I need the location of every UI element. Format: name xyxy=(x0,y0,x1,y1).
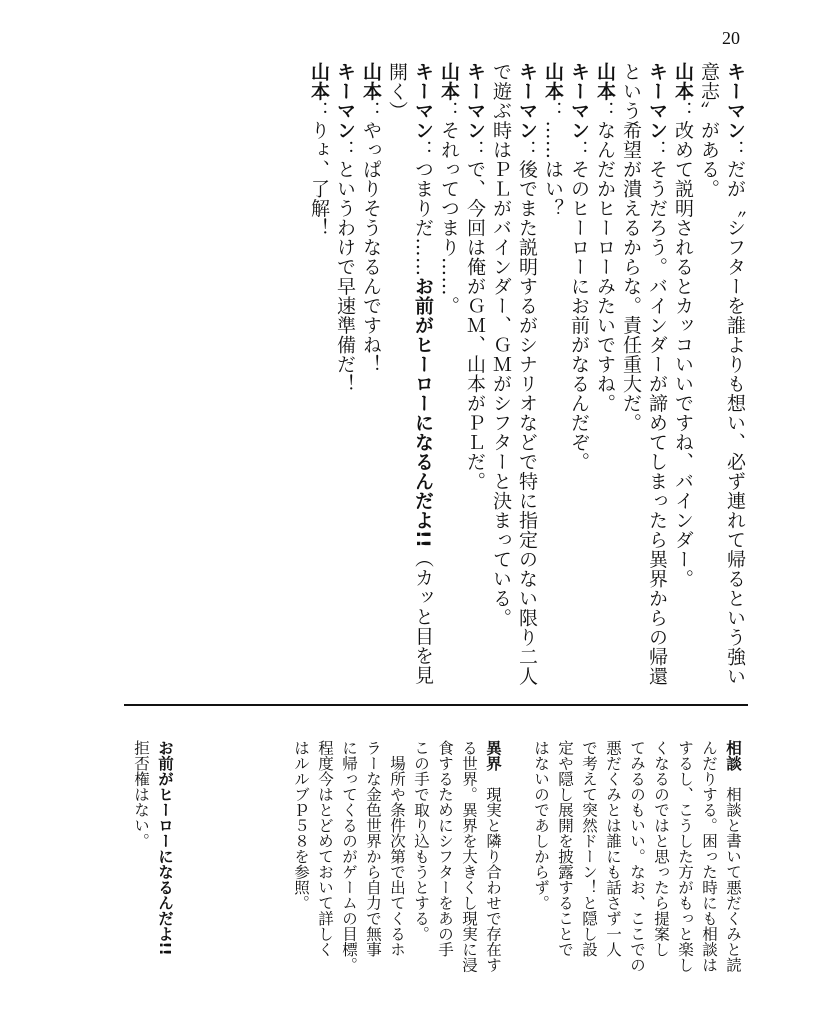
page-number: 20 xyxy=(722,28,740,48)
note-text: 現実と隣り合わせで存在す xyxy=(484,771,502,973)
line-text: だが〝シフターを誰よりも想い、必ず連れて帰るという強い xyxy=(724,159,746,686)
dialogue-column xyxy=(384,62,410,702)
line-text: で遊ぶ時はＰＬがバインダー、ＧＭがシフターと決まっている。 xyxy=(490,62,512,628)
speaker: 山本 xyxy=(672,62,694,101)
note-text: この手で取り込もうとする。 xyxy=(412,740,430,942)
line-text: ……はい？ xyxy=(542,120,564,218)
dialogue-column: キーマン：というわけで早速準備だ！ xyxy=(334,62,356,394)
dialogue-column: キーマン：そうだろう。バインダーが諦めてしまったら異界からの帰還 xyxy=(646,62,668,686)
note-text: はないのであしからず。 xyxy=(532,740,550,911)
note-text: 拒否権はない。 xyxy=(132,740,150,849)
note-column xyxy=(650,740,672,1010)
speaker: 山本 xyxy=(360,62,382,101)
note-column xyxy=(482,740,504,1010)
note-text: る世界。異界を大きくし現実に浸 xyxy=(460,740,478,973)
note-column xyxy=(554,740,576,1010)
note-column xyxy=(722,740,744,1010)
emphasis-text: お前がヒーローになるんだよ!! xyxy=(412,276,434,549)
note-text: 程度今はとどめておいて詳しく xyxy=(316,740,334,957)
dialogue-column xyxy=(696,62,722,702)
note-column xyxy=(290,740,312,1010)
line-text: 意志〟がある。 xyxy=(698,62,720,199)
speaker: 山本 xyxy=(542,62,564,101)
speaker: キーマン xyxy=(646,62,668,140)
line-text: 開く） xyxy=(386,62,408,121)
dialogue-column: キーマン：つまりだ……お前がヒーローになるんだよ!!（カッと目を見 xyxy=(412,62,434,685)
note-column xyxy=(362,740,384,1010)
dialogue-column: 山本：それってつまり……。 xyxy=(438,62,460,316)
line-text: やっぱりそうなるんですね！ xyxy=(360,120,382,374)
note-column xyxy=(130,740,152,1010)
note-text: んだりする。困った時にも相談は xyxy=(700,740,718,973)
note-text: 定や隠し展開を披露することで xyxy=(556,740,574,957)
speaker: キーマン xyxy=(568,62,590,140)
note-column xyxy=(386,740,408,1010)
speaker: キーマン xyxy=(516,62,538,140)
note-column xyxy=(602,740,624,1010)
line-text: で、今回は俺がＧＭ、山本がＰＬだ。 xyxy=(464,159,486,491)
note-text: はルルブｐ５８を参照。 xyxy=(292,740,310,911)
line-text: というわけで早速準備だ！ xyxy=(334,159,356,394)
note-column xyxy=(338,740,360,1010)
speaker: 山本 xyxy=(308,62,330,101)
note-text: 場所や条件次第で出てくるホ xyxy=(388,740,406,957)
dialogue-column: 山本：なんだかヒーローみたいですね。 xyxy=(594,62,616,413)
speaker: 山本 xyxy=(594,62,616,101)
line-text: （カッと目を見 xyxy=(412,548,434,685)
dialogue-column: キーマン：そのヒーローにお前がなるんだぞ。 xyxy=(568,62,590,472)
note-text: てみるのもいい。なお、ここでの xyxy=(628,740,646,973)
dialogue-column: キーマン：後でまた説明するがシナリオなどで特に指定のない限り二人 xyxy=(516,62,538,686)
line-text: なんだかヒーローみたいですね。 xyxy=(594,120,616,413)
note-column xyxy=(154,740,176,1010)
note-term: 相談 xyxy=(724,740,742,771)
line-text: それってつまり……。 xyxy=(438,120,460,316)
speaker: キーマン xyxy=(334,62,356,140)
line-text: 改めて説明されるとカッコいいですね、バインダー。 xyxy=(672,120,694,589)
note-text: くなるのではと思ったら提案し xyxy=(652,740,670,957)
note-text: 悪だくみとは誰にも話さず一人 xyxy=(604,740,622,957)
dialogue-column: キーマン：で、今回は俺がＧＭ、山本がＰＬだ。 xyxy=(464,62,486,491)
dialogue-column: 山本：やっぱりそうなるんですね！ xyxy=(360,62,382,374)
line-text: つまりだ…… xyxy=(412,159,434,277)
note-column xyxy=(314,740,336,1010)
note-column xyxy=(578,740,600,1010)
dialogue-column: 山本：りょ、了解！ xyxy=(308,62,330,238)
dialogue-column xyxy=(488,62,514,702)
note-text: ラーな金色世界から自力で無事 xyxy=(364,740,382,957)
line-text: そのヒーローにお前がなるんだぞ。 xyxy=(568,159,590,472)
note-text: するし、こうした方がもっと楽し xyxy=(676,740,694,973)
line-text: 後でまた説明するがシナリオなどで特に指定のない限り二人 xyxy=(516,159,538,686)
note-column xyxy=(626,740,648,1010)
line-text: りょ、了解！ xyxy=(308,120,330,238)
line-text: そうだろう。バインダーが諦めてしまったら異界からの帰還 xyxy=(646,159,668,686)
section-divider xyxy=(124,704,748,706)
note-text: 相談と書いて悪だくみと読 xyxy=(724,771,742,973)
dialogue-column: 山本：……はい？ xyxy=(542,62,564,218)
speaker: キーマン xyxy=(724,62,746,140)
note-column xyxy=(410,740,432,1010)
speaker: キーマン xyxy=(412,62,434,140)
dialogue-column: キーマン：だが〝シフターを誰よりも想い、必ず連れて帰るという強い xyxy=(724,62,746,686)
note-term: お前がヒーローになるんだよ!! xyxy=(156,740,174,956)
note-text: 食するためにシフターをあの手 xyxy=(436,740,454,957)
dialogue-column xyxy=(618,62,644,702)
line-text: という希望が潰えるからな。責任重大だ。 xyxy=(620,62,642,433)
speaker: 山本 xyxy=(438,62,460,101)
speaker: キーマン xyxy=(464,62,486,140)
note-term: 異界 xyxy=(484,740,502,771)
note-text: で考えて突然ドーン！と隠し設 xyxy=(580,740,598,957)
note-column xyxy=(674,740,696,1010)
dialogue-column: 山本：改めて説明されるとカッコいいですね、バインダー。 xyxy=(672,62,694,589)
note-column xyxy=(458,740,480,1010)
note-column xyxy=(530,740,552,1010)
note-column xyxy=(434,740,456,1010)
note-column xyxy=(698,740,720,1010)
note-text: に帰ってくるのがゲームの目標。 xyxy=(340,740,358,973)
